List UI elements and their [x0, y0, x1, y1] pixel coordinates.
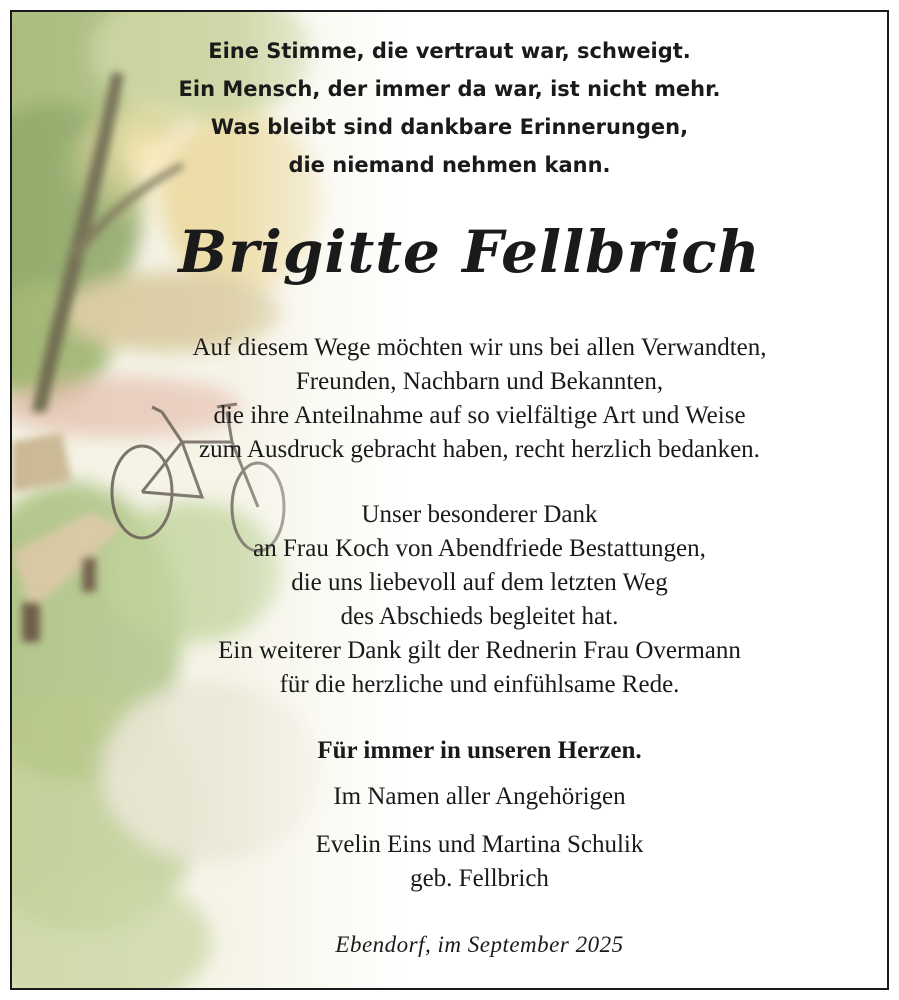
motto-line: Was bleibt sind dankbare Erinnerungen,	[210, 115, 689, 139]
special-thanks-line: für die herzliche und einfühlsame Rede.	[279, 671, 680, 698]
signatory-line: geb. Fellbrich	[410, 865, 549, 892]
thanks-line: Freunden, Nachbarn und Bekannten,	[295, 368, 664, 395]
motto-line: Ein Mensch, der immer da war, ist nicht mehr.	[178, 77, 721, 101]
special-thanks-line: Ein weiterer Dank gilt der Rednerin Frau Overmann	[218, 637, 741, 664]
obituary-text	[12, 12, 887, 988]
thanks-line: die ihre Anteilnahme auf so vielfältige Art und Weise	[213, 402, 746, 429]
obituary-card	[10, 10, 889, 990]
thanks-line: Auf diesem Wege möchten wir uns bei allen Verwandten,	[192, 334, 767, 361]
motto-line: Eine Stimme, die vertraut war, schweigt.	[208, 39, 691, 63]
deceased-name: Brigitte Fellbrich	[178, 218, 761, 286]
special-thanks-line: Unser besonderer Dank	[361, 501, 598, 528]
thanks-line: zum Ausdruck gebracht haben, recht herzlich bedanken.	[199, 436, 760, 463]
special-thanks-line: die uns liebevoll auf dem letzten Weg	[291, 569, 668, 596]
special-thanks-line: des Abschieds begleitet hat.	[340, 603, 619, 630]
signatory-line: Evelin Eins und Martina Schulik	[315, 831, 644, 858]
special-thanks-line: an Frau Koch von Abendfriede Bestattungen,	[253, 535, 706, 562]
closing-line: Für immer in unseren Herzen.	[317, 737, 642, 764]
motto-line: die niemand nehmen kann.	[288, 153, 611, 177]
place-date: Ebendorf, im September 2025	[335, 932, 624, 957]
on-behalf-line: Im Namen aller Angehörigen	[333, 783, 626, 810]
